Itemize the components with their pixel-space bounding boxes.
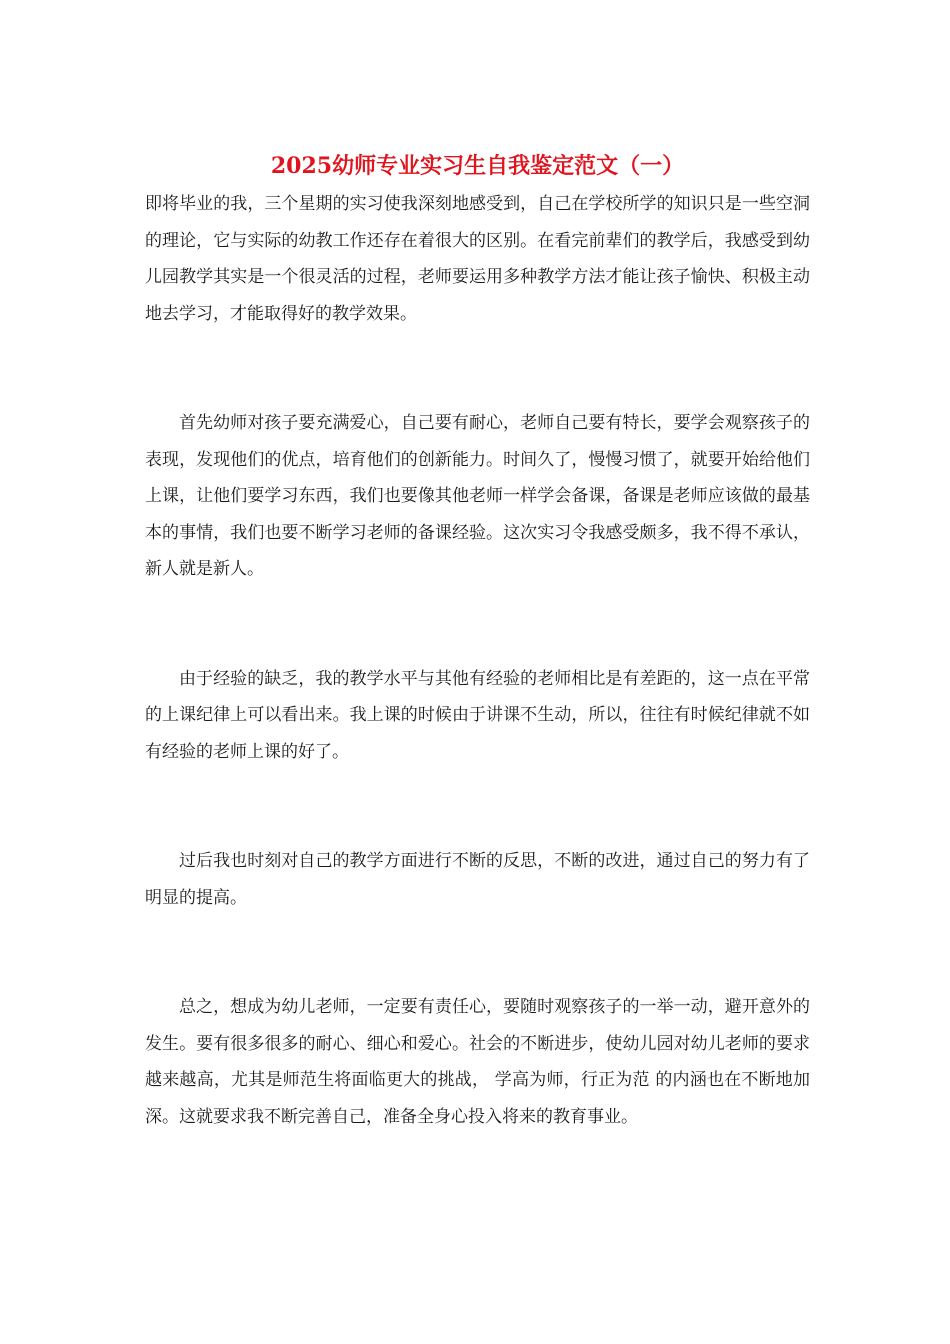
paragraph-5: 总之，想成为幼儿老师，一定要有责任心，要随时观察孩子的一举一动，避开意外的发生。要有很多很多的耐心、细心和爱心。社会的不断进步，使幼儿园对幼儿老师的要求越来越高，尤其是师范生将面临更大的挑战， 学高为师，行正为范 的内涵也在不断地加深。这就要求我不断完善自己，准备全身心投入将来的教育事业。: [145, 997, 810, 1127]
paragraph-gap: [145, 916, 810, 989]
paragraph-gap: [145, 588, 810, 661]
paragraph-4: 过后我也时刻对自己的教学方面进行不断的反思，不断的改进，通过自己的努力有了明显的提高。: [145, 851, 810, 908]
document-page: [145, 146, 810, 1135]
paragraph-3: 由于经验的缺乏，我的教学水平与其他有经验的老师相比是有差距的，这一点在平常的上课纪律上可以看出来。我上课的时候由于讲课不生动，所以，往往有时候纪律就不如有经验的老师上课的好了。: [145, 668, 810, 762]
paragraph-gap: [145, 332, 810, 405]
document-title: 2025幼师专业实习生自我鉴定范文（一）: [270, 153, 685, 179]
paragraph-1: 即将毕业的我，三个星期的实习使我深刻地感受到，自己在学校所学的知识只是一些空洞的理论，它与实际的幼教工作还存在着很大的区别。在看完前辈们的教学后，我感受到幼儿园教学其实是一个很灵活的过程，老师要运用多种教学方法才能让孩子愉快、积极主动地去学习，才能取得好的教学效果。: [145, 194, 810, 324]
paragraph-gap: [145, 770, 810, 843]
paragraph-2: 首先幼师对孩子要充满爱心，自己要有耐心，老师自己要有特长，要学会观察孩子的表现，发现他们的优点，培育他们的创新能力。时间久了，慢慢习惯了，就要开始给他们上课，让他们要学习东西，我们也要像其他老师一样学会备课，备课是老师应该做的最基本的事情，我们也要不断学习老师的备课经验。这次实习令我感受颇多，我不得不承认，新人就是新人。: [145, 413, 810, 579]
